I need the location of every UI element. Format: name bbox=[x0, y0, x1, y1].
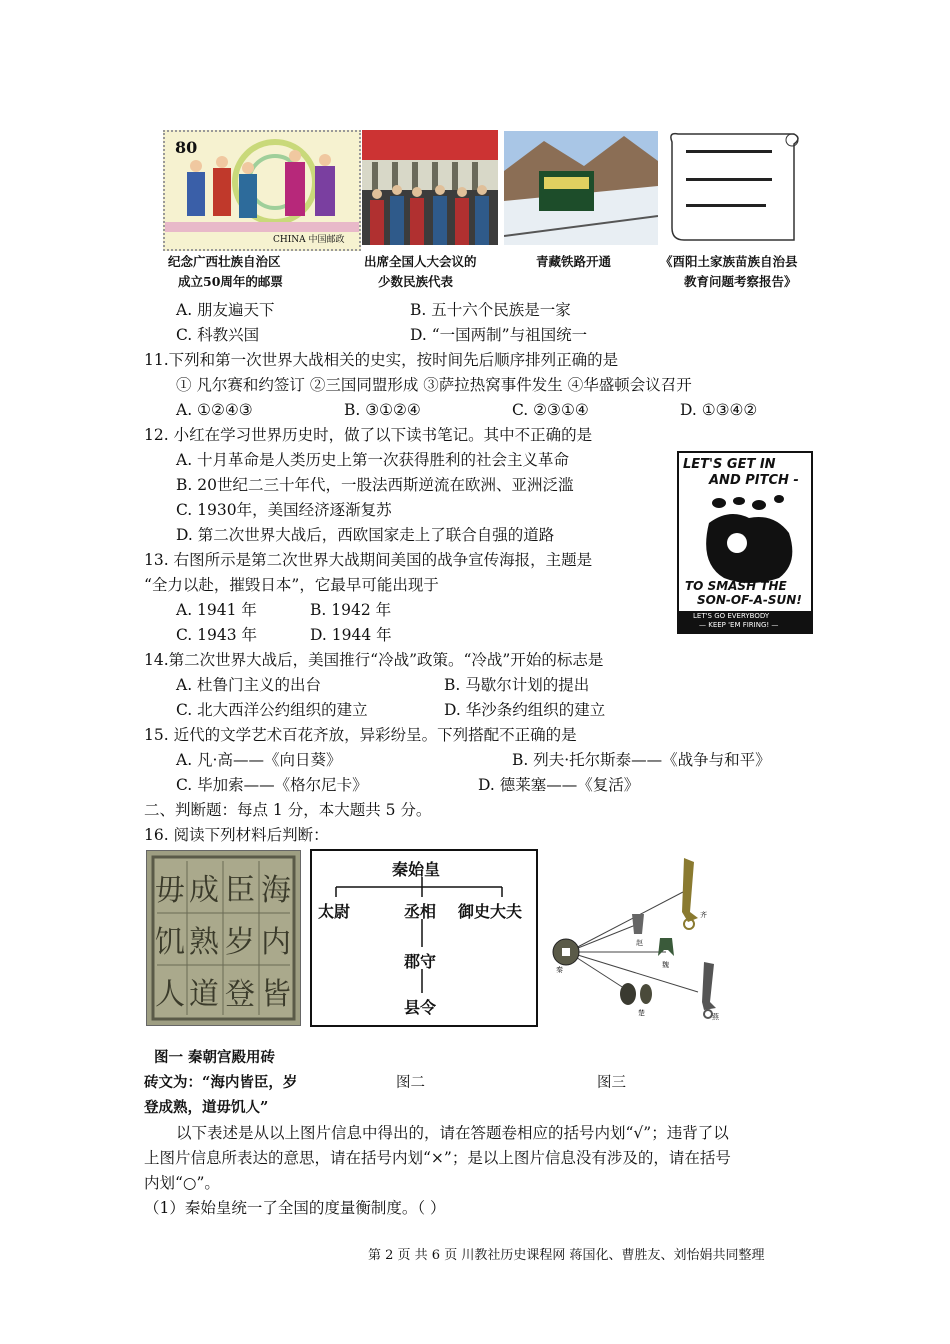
instructions-line-3: 内划“○”。 bbox=[144, 1174, 220, 1192]
q14-option-a: A. 杜鲁门主义的出台 bbox=[176, 676, 322, 694]
delegates-caption-1: 出席全国人大会议的 bbox=[364, 254, 477, 269]
seal-char: 岁 bbox=[225, 925, 255, 960]
seal-char: 成 bbox=[189, 873, 219, 908]
seal-char: 内 bbox=[261, 925, 291, 960]
railway-photo bbox=[504, 131, 658, 245]
q11-option-c: C. ②③①④ bbox=[512, 401, 589, 419]
poster-top-2: AND PITCH - bbox=[709, 473, 799, 488]
q13-stem-2: “全力以赴，摧毁日本”，它最早可能出现于 bbox=[144, 576, 439, 594]
coin-label-3: 魏 bbox=[662, 961, 669, 969]
page-footer: 第 2 页 共 6 页 川教社历史课程网 蒋国化、曹胜友、刘怡娟共同整理 bbox=[368, 1248, 765, 1263]
q11-option-d: D. ①③④② bbox=[680, 401, 758, 419]
fig1-title: 图一 秦朝宫殿用砖 bbox=[154, 1049, 276, 1066]
q10-option-c: C. 科教兴国 bbox=[176, 326, 260, 344]
coin-label-1: 齐 bbox=[700, 911, 707, 919]
section-2-heading: 二、判断题：每点 1 分，本大题共 5 分。 bbox=[144, 801, 432, 819]
q15-option-b: B. 列夫·托尔斯泰——《战争与和平》 bbox=[512, 751, 771, 769]
delegates-photo bbox=[362, 130, 498, 245]
org-level-2: 郡守 bbox=[404, 952, 437, 971]
q15-stem: 15. 近代的文学艺术百花齐放，异彩纷呈。下列搭配不正确的是 bbox=[144, 726, 577, 744]
q12-option-a: A. 十月革命是人类历史上第一次获得胜利的社会主义革命 bbox=[176, 451, 570, 469]
q11-stem: 11.下列和第一次世界大战相关的史实，按时间先后顺序排列正确的是 bbox=[144, 351, 619, 369]
q10-option-a: A. 朋友遍天下 bbox=[176, 301, 275, 319]
instructions-line-2: 上图片信息所表达的意思，请在括号内划“×”；是以上图片信息没有涉及的，请在括号 bbox=[144, 1149, 731, 1167]
poster-footer-2: — KEEP 'EM FIRING! — bbox=[699, 621, 779, 629]
poster-bottom-2: SON-OF-A-SUN! bbox=[697, 593, 802, 607]
scroll-caption-1: 《酉阳土家族苗族自治县 bbox=[660, 254, 798, 269]
qin-org-chart bbox=[310, 849, 538, 1027]
stamp-caption-1: 纪念广西壮族自治区 bbox=[168, 254, 281, 269]
stamp-caption-2: 成立50周年的邮票 bbox=[178, 274, 283, 289]
q11-items: ① 凡尔赛和约签订 ②三国同盟形成 ③萨拉热窝事件发生 ④华盛顿会议召开 bbox=[176, 376, 692, 394]
coin-label-2: 赵 bbox=[636, 939, 643, 947]
q12-option-c: C. 1930年，美国经济逐渐复苏 bbox=[176, 501, 392, 519]
q14-stem: 14.第二次世界大战后，美国推行“冷战”政策。“冷战”开始的标志是 bbox=[144, 651, 604, 669]
q12-option-b: B. 20世纪二三十年代，一股法西斯逆流在欧洲、亚洲泛滥 bbox=[176, 476, 574, 494]
seal-char: 人 bbox=[155, 977, 185, 1012]
fig3-caption: 图三 bbox=[597, 1075, 626, 1091]
seal-char: 登 bbox=[225, 977, 255, 1012]
org-right: 御史大夫 bbox=[458, 902, 523, 921]
stamp-country: CHINA 中国邮政 bbox=[273, 235, 345, 245]
q13-option-b: B. 1942 年 bbox=[310, 601, 392, 619]
qin-brick-image bbox=[146, 850, 301, 1026]
seal-char: 道 bbox=[189, 977, 219, 1012]
railway-caption: 青藏铁路开通 bbox=[536, 254, 612, 269]
org-left: 太尉 bbox=[318, 902, 351, 921]
org-level-3: 县令 bbox=[404, 998, 437, 1017]
org-middle: 丞相 bbox=[404, 902, 437, 921]
seal-char: 皆 bbox=[261, 977, 291, 1012]
q15-option-a: A. 凡·高——《向日葵》 bbox=[176, 751, 342, 769]
seal-char: 毋 bbox=[155, 873, 185, 908]
scroll-image bbox=[664, 128, 802, 246]
q15-option-d: D. 德莱塞——《复活》 bbox=[478, 776, 640, 794]
coin-label-5: 燕 bbox=[712, 1013, 719, 1021]
instructions-line-1: 以下表述是从以上图片信息中得出的，请在答题卷相应的括号内划“√”；违背了以 bbox=[176, 1124, 729, 1142]
q16-stem: 16. 阅读下列材料后判断： bbox=[144, 826, 329, 844]
q11-option-a: A. ①②④③ bbox=[176, 401, 253, 419]
seal-char: 饥 bbox=[155, 925, 185, 960]
coin-label-4: 楚 bbox=[638, 1009, 645, 1017]
coin-center-label: 秦 bbox=[556, 966, 563, 974]
fig2-caption: 图二 bbox=[396, 1075, 425, 1091]
poster-footer-1: LET'S GO EVERYBODY bbox=[693, 612, 770, 620]
delegates-caption-2: 少数民族代表 bbox=[378, 274, 454, 289]
fig1-text-2: 登成熟，道毋饥人” bbox=[144, 1099, 269, 1116]
scroll-caption-2: 教育问题考察报告》 bbox=[684, 274, 797, 289]
q14-option-b: B. 马歇尔计划的提出 bbox=[444, 676, 590, 694]
q13-stem-1: 13. 右图所示是第二次世界大战期间美国的战争宣传海报，主题是 bbox=[144, 551, 593, 569]
war-poster bbox=[677, 451, 813, 634]
q13-option-c: C. 1943 年 bbox=[176, 626, 258, 644]
poster-bottom-1: TO SMASH THE bbox=[685, 579, 787, 593]
fig1-text-1: 砖文为：“海内皆臣，岁 bbox=[144, 1074, 298, 1091]
q13-option-a: A. 1941 年 bbox=[176, 601, 257, 619]
org-top: 秦始皇 bbox=[392, 860, 441, 879]
poster-top-1: LET'S GET IN bbox=[683, 457, 776, 472]
q10-option-d: D. “一国两制”与祖国统一 bbox=[410, 326, 588, 344]
q14-option-d: D. 华沙条约组织的建立 bbox=[444, 701, 606, 719]
stamp-image bbox=[163, 130, 361, 251]
q14-option-c: C. 北大西洋公约组织的建立 bbox=[176, 701, 368, 719]
seal-char: 臣 bbox=[225, 873, 255, 908]
stamp-value: 80 bbox=[175, 138, 198, 157]
q13-option-d: D. 1944 年 bbox=[310, 626, 392, 644]
seal-char: 熟 bbox=[189, 925, 219, 960]
q10-option-b: B. 五十六个民族是一家 bbox=[410, 301, 571, 319]
coins-figure bbox=[548, 852, 728, 1022]
q16-part-1: （1）秦始皇统一了全国的度量衡制度。（ ） bbox=[144, 1199, 446, 1217]
q15-option-c: C. 毕加索——《格尔尼卡》 bbox=[176, 776, 368, 794]
q12-option-d: D. 第二次世界大战后，西欧国家走上了联合自强的道路 bbox=[176, 526, 555, 544]
q12-stem: 12. 小红在学习世界历史时，做了以下读书笔记。其中不正确的是 bbox=[144, 426, 593, 444]
seal-char: 海 bbox=[261, 873, 291, 908]
q11-option-b: B. ③①②④ bbox=[344, 401, 421, 419]
